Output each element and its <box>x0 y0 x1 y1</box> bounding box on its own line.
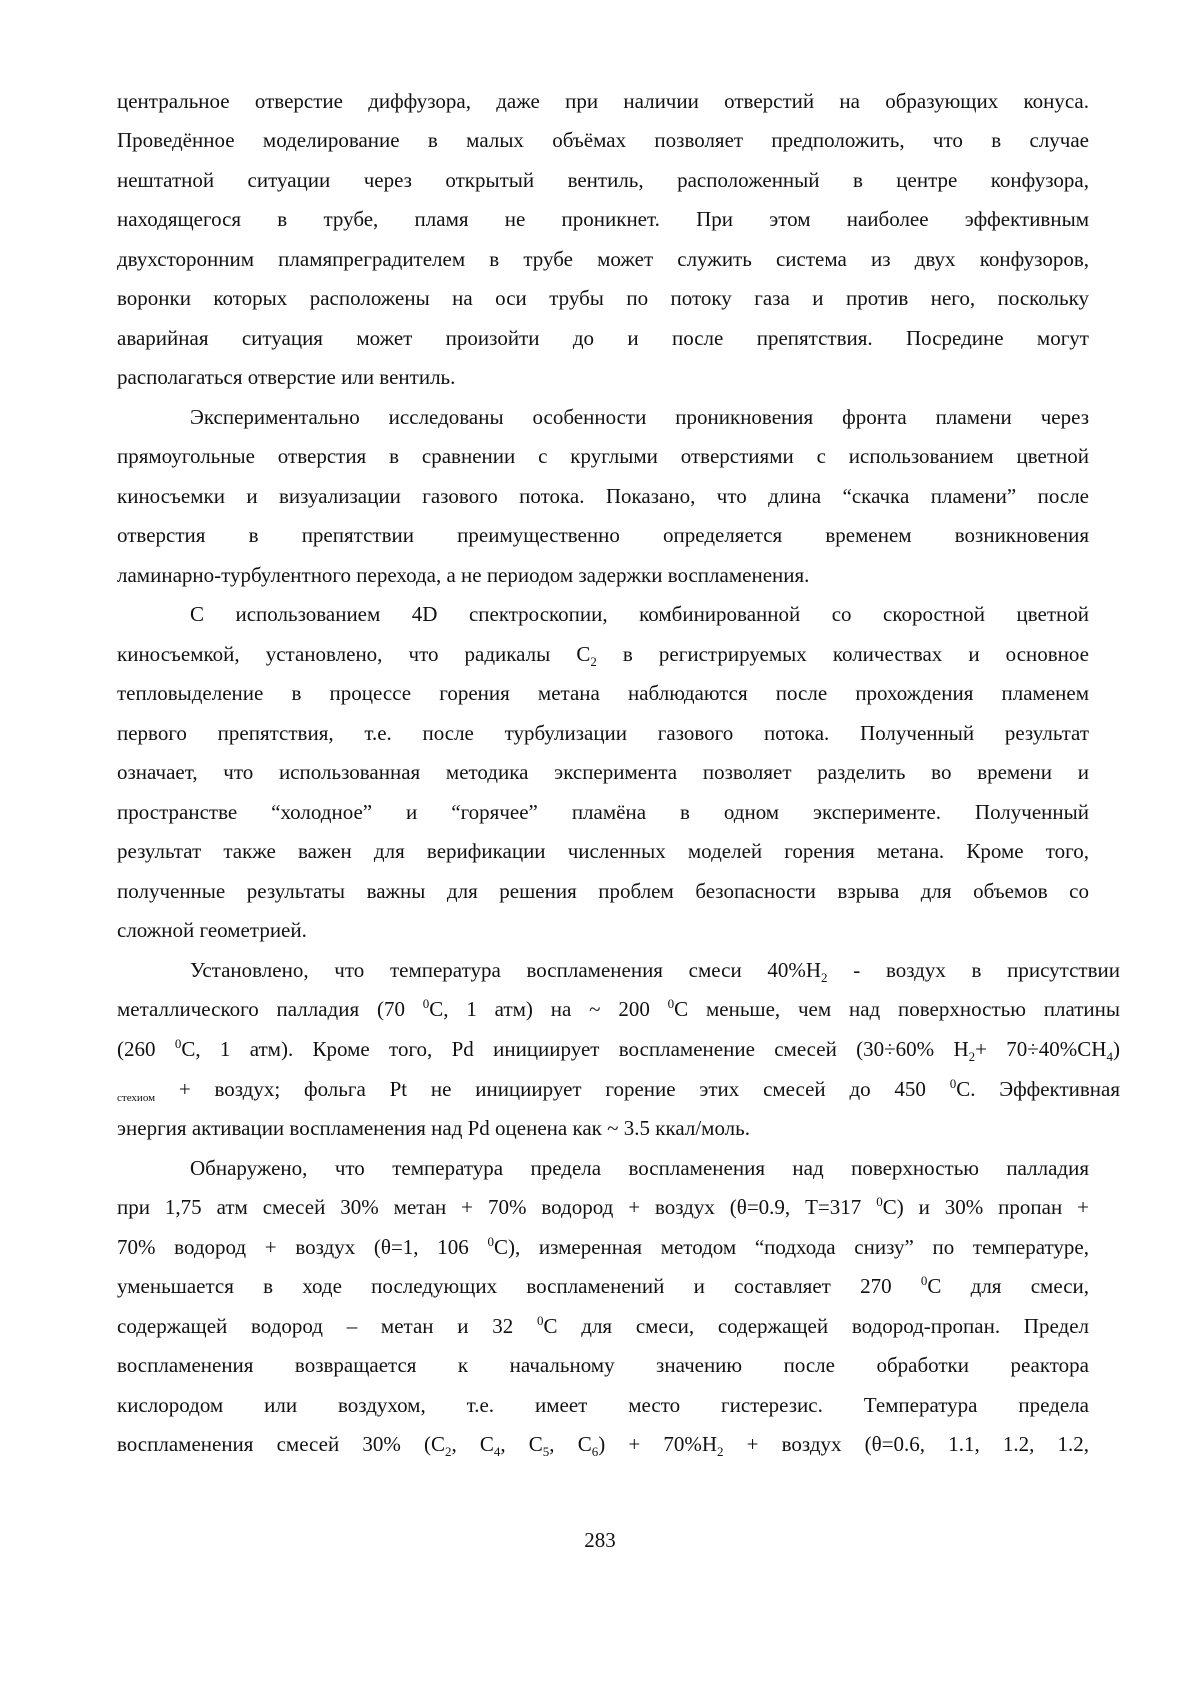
page-number: 283 <box>584 1528 616 1552</box>
text-line: Установлено, что температура воспламенения смеси $40\%H_2$ - воздух в присутствии <box>190 958 1120 986</box>
text-line: воспламенения возвращается к начальному значению после обработки реактора <box>117 1353 1089 1377</box>
text-line: полученные результаты важны для решения проблем безопасности взрыва для объемов со <box>117 879 1089 903</box>
text-line: кислородом или воздухом, т.е. имеет место гистерезис. Температура предела <box>117 1393 1089 1417</box>
text-line: (260 $^0$C, 1 атм). Кроме того, Pd инициирует воспламенение смесей (30÷60% $H_2+ 70\div 40\%CH_4$) <box>117 1036 1120 1065</box>
text-line: С использованием 4D спектроскопии, комбинированной со скоростной цветной <box>190 602 1089 626</box>
text-line: уменьшается в ходе последующих воспламенений и составляет 270 $^0$C для смеси, <box>117 1273 1089 1298</box>
text-line: сложной геометрией. <box>117 918 307 942</box>
text-line: Экспериментально исследованы особенности проникновения фронта пламени через <box>190 405 1089 429</box>
text-line: металлического палладия (70 $^0$C, 1 атм) на ~ 200 $^0$C меньше, чем над поверхностью платины <box>117 996 1120 1021</box>
text-line: воронки которых расположены на оси трубы по потоку газа и против него, поскольку <box>117 286 1089 310</box>
text-line: первого препятствия, т.е. после турбулизации газового потока. Полученный результат <box>117 721 1089 745</box>
text-line: отверстия в препятствии преимущественно определяется временем возникновения <box>117 523 1089 547</box>
text-line: пространстве “холодное” и “горячее” пламёна в одном эксперименте. Полученный <box>117 800 1089 824</box>
text-line: Обнаружено, что температура предела воспламенения над поверхностью палладия <box>190 1156 1089 1180</box>
text-line: содержащей водород – метан и 32 $^0$C для смеси, содержащей водород-пропан. Предел <box>117 1313 1090 1338</box>
text-line: ламинарно-турбулентного перехода, а не периодом задержки воспламенения. <box>117 563 810 587</box>
text-line: энергия активации воспламенения над Pd оценена как ~ 3.5 ккал/моль. <box>117 1116 750 1140</box>
text-line: означает, что использованная методика эксперимента позволяет разделить во времени и <box>117 760 1089 784</box>
text-line: 70% водород + воздух (θ=1, 106 $^0$C), измеренная методом “подхода снизу” по температуре, <box>117 1234 1089 1259</box>
text-line: находящегося в трубе, пламя не проникнет. При этом наиболее эффективным <box>117 207 1089 231</box>
text-line: нештатной ситуации через открытый вентиль, расположенный в центре конфузора, <box>117 168 1089 192</box>
text-line: центральное отверстие диффузора, даже при наличии отверстий на образующих конуса. <box>117 89 1089 113</box>
text-line: киносъемки и визуализации газового потока. Показано, что длина “скачка пламени” после <box>117 484 1089 508</box>
text-line: $_{стехиом}$ + воздух; фольга Pt не инициирует горение этих смесей до 450 $^0$C. Эффективная <box>117 1076 1120 1104</box>
text-line: аварийная ситуация может произойти до и после препятствия. Посредине могут <box>117 326 1089 350</box>
text-line: двухсторонним пламяпреградителем в трубе может служить система из двух конфузоров, <box>117 247 1089 271</box>
text-line: Проведённое моделирование в малых объёмах позволяет предположить, что в случае <box>117 128 1089 152</box>
text-line: располагаться отверстие или вентиль. <box>117 365 456 389</box>
text-line: киносъемкой, установлено, что радикалы $C_2$ в регистрируемых количествах и основное <box>117 642 1089 670</box>
text-line: прямоугольные отверстия в сравнении с круглыми отверстиями с использованием цветной <box>117 444 1089 468</box>
text-line: тепловыделение в процессе горения метана наблюдаются после прохождения пламенем <box>117 681 1089 705</box>
text-line: результат также важен для верификации численных моделей горения метана. Кроме того, <box>117 839 1089 863</box>
text-line: воспламенения смесей 30% ($C_2$, $C_4$, $C_5$, $C_6) + 70\%H_2$ + воздух (θ=0.6, 1.1, 1.2, 1.2, <box>117 1432 1089 1460</box>
text-line: при 1,75 атм смесей 30% метан + 70% водород + воздух (θ=0.9, T=317 $^0$C) и 30% пропан + <box>117 1194 1089 1219</box>
